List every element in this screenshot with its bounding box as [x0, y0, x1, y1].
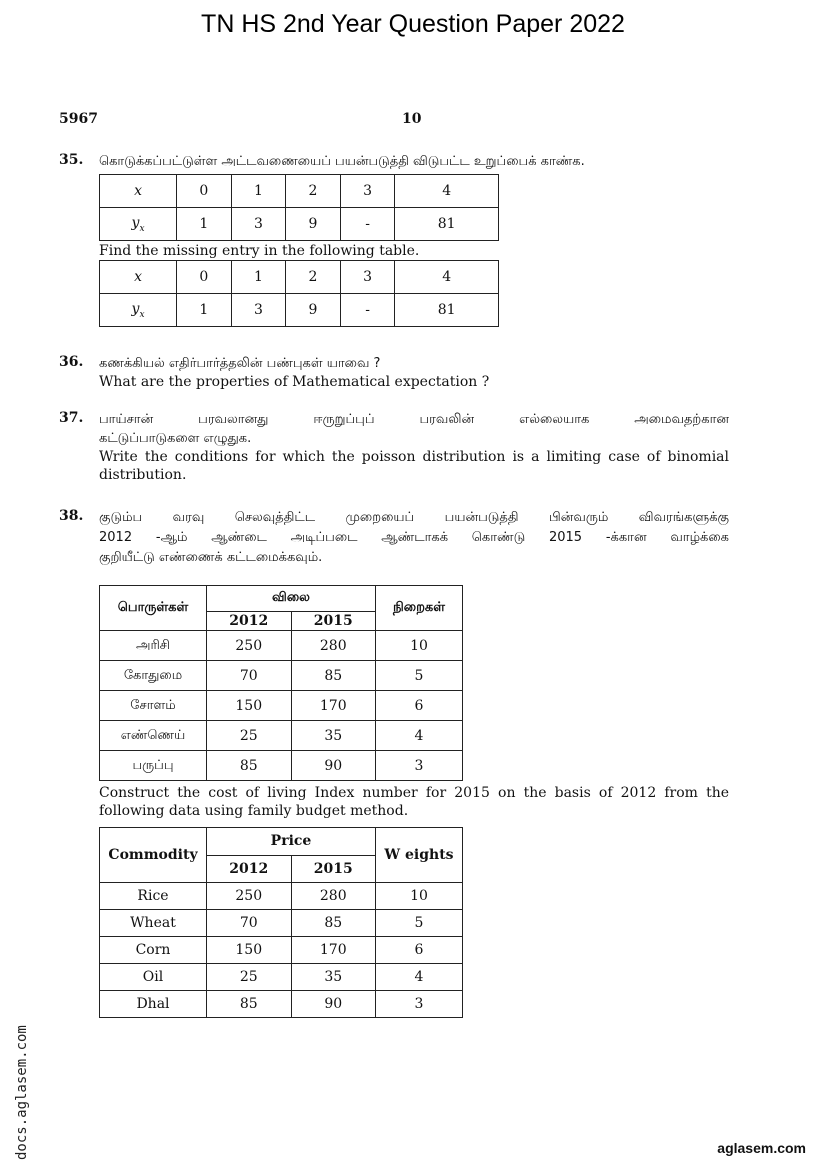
table-cell: 9	[286, 208, 341, 241]
var-subscript: x	[139, 309, 145, 320]
table-cell: 4	[395, 175, 499, 208]
budget-table-english	[99, 827, 463, 1018]
table-cell: Dhal	[100, 991, 207, 1018]
table-row	[100, 964, 463, 991]
table-cell: 9	[286, 294, 341, 327]
table-cell: -	[340, 208, 395, 241]
table-cell: 4	[395, 261, 499, 294]
table-cell: x	[100, 175, 177, 208]
table-row	[100, 261, 499, 294]
site-link[interactable]: aglasem.com	[717, 1140, 806, 1156]
table-header-row	[100, 586, 463, 612]
table-cell: Oil	[100, 964, 207, 991]
question-text-tamil-line2: 2012 -ஆம் ஆண்டை அடிப்படை ஆண்டாகக் கொண்டு 2015 -க்கான வாழ்க்கை	[99, 530, 729, 545]
question-text-english-line2: distribution.	[99, 467, 187, 483]
table-cell: 150	[207, 937, 292, 964]
table-cell: அரிசி	[100, 631, 207, 661]
budget-table-tamil	[99, 585, 463, 781]
table-cell: 3	[340, 261, 395, 294]
question-text-tamil: கணக்கியல் எதிர்பார்த்தலின் பண்புகள் யாவை ?	[99, 356, 381, 371]
question-text-english-line1: Construct the cost of living Index number for 2015 on the basis of 2012 from the	[99, 785, 729, 801]
table-cell: 4	[376, 964, 463, 991]
table-cell: 150	[207, 691, 292, 721]
table-cell: 170	[291, 937, 376, 964]
table-cell: 280	[291, 883, 376, 910]
table-header-row	[100, 828, 463, 856]
table-cell: 35	[291, 964, 376, 991]
table-row	[100, 721, 463, 751]
table-cell: Wheat	[100, 910, 207, 937]
table-row	[100, 751, 463, 781]
table-cell: 170	[291, 691, 376, 721]
table-cell: 85	[207, 991, 292, 1018]
header-commodity: Commodity	[100, 828, 207, 883]
header-year-2015: 2015	[291, 611, 376, 630]
question-text-tamil-line2: கட்டுப்பாடுகளை எழுதுக.	[99, 431, 252, 446]
var-subscript: x	[139, 223, 145, 234]
table-cell: 3	[376, 991, 463, 1018]
question-number: 36.	[59, 354, 84, 370]
table-row	[100, 175, 499, 208]
table-cell: கோதுமை	[100, 661, 207, 691]
table-cell: 10	[376, 883, 463, 910]
page-number: 10	[402, 111, 422, 127]
header-year-2012: 2012	[207, 611, 292, 630]
table-row	[100, 937, 463, 964]
table-cell: 250	[207, 883, 292, 910]
question-text-tamil-line1: குடும்ப வரவு செலவுத்திட்ட முறையைப் பயன்படுத்தி பின்வரும் விவரங்களுக்கு	[99, 510, 729, 525]
header-items: பொருள்கள்	[100, 586, 207, 631]
table-cell: 70	[207, 910, 292, 937]
table-cell: 3	[231, 208, 286, 241]
header-year-2012: 2012	[207, 855, 292, 883]
table-row	[100, 691, 463, 721]
question-text-english: Find the missing entry in the following table.	[99, 243, 420, 259]
table-cell: 6	[376, 691, 463, 721]
data-table-tamil	[99, 174, 499, 241]
table-cell: 25	[207, 964, 292, 991]
table-cell: 0	[177, 261, 232, 294]
paper-code: 5967	[59, 111, 98, 127]
header-weights: W eights	[376, 828, 463, 883]
table-cell: x	[100, 261, 177, 294]
table-cell: 1	[177, 208, 232, 241]
question-text-tamil-line3: குறியீட்டு எண்ணைக் கட்டமைக்கவும்.	[99, 550, 323, 565]
table-cell: 2	[286, 261, 341, 294]
header-year-2015: 2015	[291, 855, 376, 883]
question-number: 37.	[59, 410, 84, 426]
var-y: y	[131, 214, 140, 231]
question-text-tamil: கொடுக்கப்பட்டுள்ள அட்டவணையைப் பயன்படுத்தி விடுபட்ட உறுப்பைக் காண்க.	[99, 154, 585, 169]
table-cell	[100, 208, 177, 241]
table-cell: 3	[376, 751, 463, 781]
table-cell: 280	[291, 631, 376, 661]
table-row	[100, 661, 463, 691]
question-text-english: What are the properties of Mathematical expectation ?	[99, 374, 490, 390]
table-cell: பருப்பு	[100, 751, 207, 781]
header-price: விலை	[207, 586, 376, 612]
table-cell: 81	[395, 208, 499, 241]
table-row	[100, 208, 499, 241]
table-cell: 0	[177, 175, 232, 208]
question-text-english-line2: following data using family budget method.	[99, 803, 409, 819]
table-cell: 35	[291, 721, 376, 751]
question-number: 38.	[59, 508, 84, 524]
table-cell: 90	[291, 991, 376, 1018]
question-text-tamil-line1: பாய்சான் பரவலானது ஈருறுப்புப் பரவலின் எல்லையாக அமைவதற்கான	[99, 412, 729, 427]
table-cell: 5	[376, 661, 463, 691]
data-table-english	[99, 260, 499, 327]
table-row	[100, 991, 463, 1018]
table-cell: 85	[291, 661, 376, 691]
table-cell: Corn	[100, 937, 207, 964]
table-cell: 10	[376, 631, 463, 661]
table-cell: 3	[231, 294, 286, 327]
table-cell: 85	[207, 751, 292, 781]
table-cell: 1	[177, 294, 232, 327]
question-number: 35.	[59, 152, 84, 168]
table-row	[100, 631, 463, 661]
table-cell: 90	[291, 751, 376, 781]
table-cell: 6	[376, 937, 463, 964]
table-cell	[100, 294, 177, 327]
table-row	[100, 883, 463, 910]
table-cell: 70	[207, 661, 292, 691]
table-cell: 5	[376, 910, 463, 937]
table-cell: 25	[207, 721, 292, 751]
header-price: Price	[207, 828, 376, 856]
table-row	[100, 294, 499, 327]
var-y: y	[131, 300, 140, 317]
table-cell: எண்ணெய்	[100, 721, 207, 751]
side-watermark: docs.aglasem.com	[14, 1025, 30, 1160]
table-cell: 250	[207, 631, 292, 661]
table-cell: -	[340, 294, 395, 327]
header-weights: நிறைகள்	[376, 586, 463, 631]
table-cell: 1	[231, 261, 286, 294]
table-cell: 3	[340, 175, 395, 208]
page-header-title: TN HS 2nd Year Question Paper 2022	[201, 10, 625, 38]
table-cell: 85	[291, 910, 376, 937]
table-cell: Rice	[100, 883, 207, 910]
table-row	[100, 910, 463, 937]
table-cell: 81	[395, 294, 499, 327]
table-cell: 1	[231, 175, 286, 208]
table-cell: 4	[376, 721, 463, 751]
question-text-english-line1: Write the conditions for which the poisson distribution is a limiting case of binomial	[99, 449, 729, 465]
table-cell: 2	[286, 175, 341, 208]
table-cell: சோளம்	[100, 691, 207, 721]
